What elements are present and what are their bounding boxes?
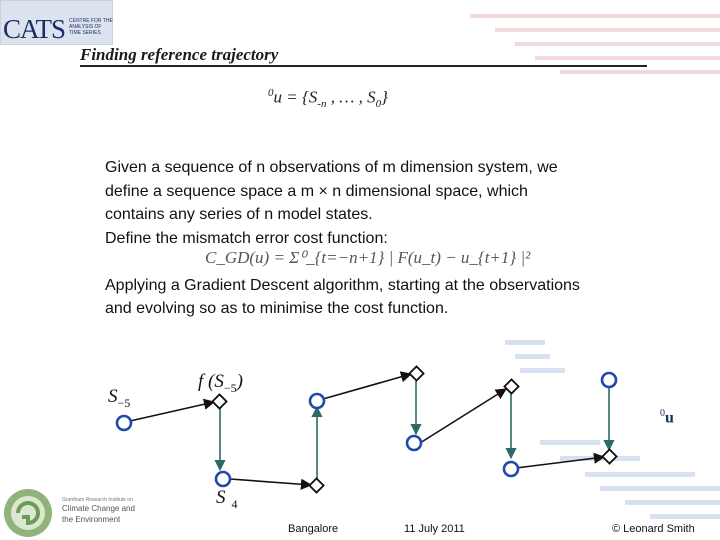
observation-circle — [407, 436, 421, 450]
label-s-minus5: $S_{-5}$ — [108, 386, 131, 410]
trajectory-arrow — [130, 402, 214, 421]
title-underline — [80, 65, 647, 67]
label-s4: S $_4$ — [216, 487, 238, 511]
model-state-diamond — [309, 478, 323, 492]
text-line-5: Applying a Gradient Descent algorithm, starting at the observations — [105, 276, 580, 294]
formula-sub-n: -n — [317, 98, 327, 111]
logo-wordmark: CATS — [3, 14, 66, 44]
logo-subtext: CENTRE FOR THE ANALYSIS OF TIME SERIES — [69, 18, 113, 36]
trajectory-arrow — [323, 374, 411, 399]
text-line-1: Given a sequence of n observations of m dimension system, we — [105, 159, 558, 176]
formula-sub-0: 0 — [375, 98, 382, 111]
formula-lhs: u — [273, 87, 282, 107]
cost-function-equation: C_GD(u) = Σ⁰_{t=−n+1} | F(u_t) − u_{t+1} |² — [205, 248, 531, 267]
observation-circle — [310, 394, 324, 408]
observation-circle — [216, 472, 230, 486]
slide-title: Finding reference trajectory — [80, 45, 279, 64]
observation-circle — [602, 373, 616, 387]
trajectory-arrow — [420, 389, 506, 443]
formula-close: } — [381, 87, 388, 107]
model-state-diamond — [504, 379, 518, 393]
footer-location: Bangalore — [288, 523, 339, 535]
formula-superscript: 0 — [268, 87, 274, 99]
formula-middle: , … , S — [326, 87, 376, 107]
footer-date: 11 July 2011 — [404, 523, 465, 535]
model-state-diamond — [602, 449, 616, 463]
text-line-2: define a sequence space a m × n dimensional space, which — [105, 182, 528, 200]
reference-formula — [268, 87, 388, 110]
footer-copyright: © Leonard Smith — [612, 523, 695, 535]
trajectory-arrow — [516, 457, 604, 468]
text-line-6: and evolving so as to minimise the cost function. — [105, 300, 449, 317]
observation-circle — [504, 462, 518, 476]
label-f-s5: f $(S_{-5})$ — [198, 371, 243, 395]
text-line-3: contains any series of n model states. — [105, 206, 373, 223]
observation-circle — [117, 416, 131, 430]
grantham-institute-text: Grantham Research Institute on Climate Change and the Environment — [62, 497, 135, 524]
trajectory-arrow — [230, 479, 311, 485]
model-state-diamond — [409, 366, 423, 380]
model-state-diamond — [212, 394, 226, 408]
text-line-4: Define the mismatch error cost function: — [105, 229, 388, 247]
formula-rhs-prefix: = {S — [282, 87, 318, 107]
label-0u: $^0$u — [660, 408, 674, 427]
cats-logo — [0, 0, 113, 45]
explanation-text — [105, 156, 625, 321]
